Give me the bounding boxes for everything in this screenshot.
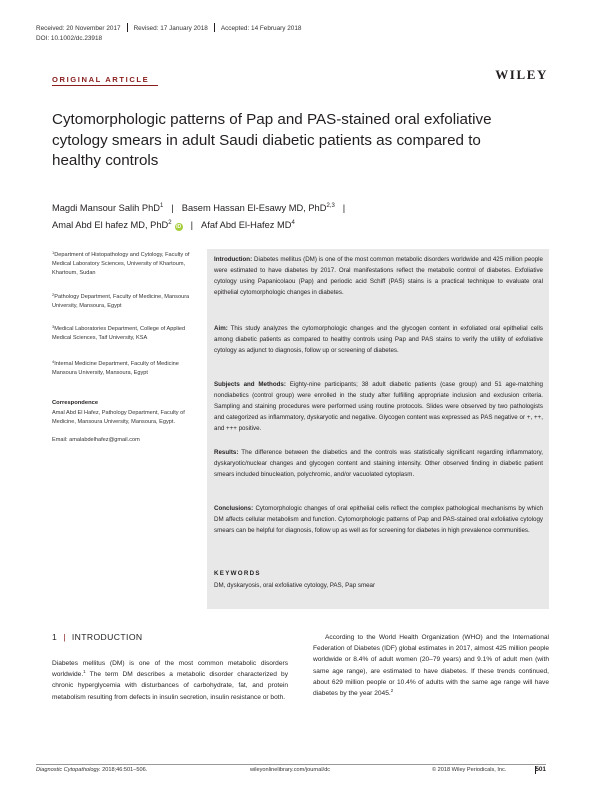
affiliation-text: Department of Histopathology and Cytology, Faculty of Medical Laboratory Sciences, University of Khartoum, Khartoum, Sudan bbox=[52, 252, 190, 276]
affiliation-text: Medical Laboratories Department, College of Applied Medical Sciences, Taif University, KSA bbox=[52, 326, 186, 341]
abstract-introduction bbox=[214, 254, 543, 298]
revised-date: Revised: 17 January 2018 bbox=[133, 25, 208, 32]
section-number: 1 bbox=[52, 632, 58, 642]
citation-ref[interactable]: 1 bbox=[83, 669, 86, 675]
author-affiliation-ref: 1 bbox=[160, 203, 164, 209]
author-separator: | bbox=[190, 220, 194, 230]
page-number: 501 bbox=[535, 766, 546, 773]
received-date: Received: 20 November 2017 bbox=[36, 25, 121, 32]
abstract-text: Diabetes mellitus (DM) is one of the most common metabolic disorders worldwide and 425 million people were estimated to have diabetes by 2017. Oral manifestations reflect the metabolic control of diabetes. Exfoliative cytology using Papanicolaou (Pap) and periodic acid Schiff (PAS) stains is a practical technique to evaluate oral epithelial cytomorphologic changes in diabetes. bbox=[214, 256, 543, 296]
divider bbox=[127, 23, 128, 32]
author-affiliation-ref: 2 bbox=[168, 220, 172, 226]
correspondence-email[interactable]: Email: amalabdelhafez@gmail.com bbox=[52, 437, 140, 443]
abstract-label: Conclusions: bbox=[214, 505, 254, 512]
citation-text: 2018;46:501–506. bbox=[100, 767, 148, 773]
author-name[interactable]: Afaf Abd El-Hafez MD bbox=[201, 220, 292, 230]
abstract-label: Introduction: bbox=[214, 256, 253, 263]
divider bbox=[214, 23, 215, 32]
author-separator: | bbox=[342, 203, 346, 213]
abstract-label: Aim: bbox=[214, 325, 228, 332]
affiliation-number: 4 bbox=[52, 359, 55, 364]
abstract-results bbox=[214, 447, 543, 480]
journal-name: Diagnostic Cytopathology. bbox=[36, 767, 101, 773]
abstract-text: This study analyzes the cytomorphologic changes and the glycogen content in exfoliated oral epithelial cells among diabetic patients as compared to healthy controls using Pap and PAS stains to verify the utility of exfoliative cytology as adjunct to diagnosis, follow up or screening of diabetes. bbox=[214, 325, 543, 354]
section-label: ORIGINAL ARTICLE bbox=[52, 75, 150, 84]
author-name[interactable]: Magdi Mansour Salih PhD bbox=[52, 203, 160, 213]
affiliation-number: 2 bbox=[52, 292, 55, 297]
section-heading bbox=[52, 632, 143, 642]
author-name[interactable]: Amal Abd El hafez MD, PhD bbox=[52, 220, 169, 230]
author-affiliation-ref: 2,3 bbox=[326, 203, 335, 209]
footer-citation bbox=[36, 767, 147, 773]
author-separator: | bbox=[171, 203, 174, 213]
abstract-text: The difference between the diabetics and the controls was statistically significant regarding inflammatory, dyskaryotic/nuclear changes and glycogen content and staining intensity. Other observed finding in diabetic patient smears included binucleation, polychromic, and/or vacuolated cytoplasm. bbox=[214, 449, 544, 478]
article-title: Cytomorphologic patterns of Pap and PAS-stained oral exfoliative cytology smears in adult Saudi diabetic patients as compared to healthy controls bbox=[52, 111, 492, 170]
affiliation-number: 3 bbox=[52, 324, 55, 329]
keywords-list: DM, dyskaryosis, oral exfoliative cytology, PAS, Pap smear bbox=[214, 582, 376, 589]
keywords-heading: KEYWORDS bbox=[214, 570, 261, 577]
abstract-text: Eighty-nine participants; 38 adult diabetic patients (case group) and 51 age-matching nondiabetics (control group) were enrolled in the study after fulfilling appropriate inclusion and exclusion criteria. Sampling and staining procedures were performed using routine protocols. Slides were observed by two pathologists and categorized as inflammatory, dyskaryotic and negative. Glycogen content was expressed as PAS negative or +, ++, and +++ positive. bbox=[214, 381, 543, 432]
footer-rule bbox=[36, 764, 546, 765]
affiliation-text: Pathology Department, Faculty of Medicine, Mansoura University, Mansoura, Egypt bbox=[52, 294, 190, 309]
paragraph-text: The term DM describes a metabolic disorder characterized by chronic hyperglycemia with disturbances of carbohydrate, fat, and protein metabolism resulting from defects in insulin secretion, insulin resistance or both. bbox=[52, 671, 288, 701]
affiliation bbox=[52, 360, 192, 378]
author-affiliation-ref: 4 bbox=[291, 220, 295, 226]
copyright: © 2018 Wiley Periodicals, Inc. bbox=[432, 767, 507, 773]
section-title: INTRODUCTION bbox=[71, 632, 143, 642]
section-rule bbox=[52, 85, 158, 86]
orcid-icon[interactable]: iD bbox=[176, 224, 182, 230]
intro-left-paragraph bbox=[52, 658, 288, 703]
paragraph-text: Diabetes mellitus (DM) is one of the most common metabolic disorders worldwide. bbox=[52, 660, 288, 679]
affiliation bbox=[52, 325, 192, 343]
citation-ref[interactable]: 2 bbox=[390, 688, 394, 694]
author-list bbox=[52, 200, 552, 234]
abstract-text: Cytomorphologic changes of oral epithelial cells reflect the complex pathological mechanisms by which DM affects cellular metabolism and function. Cytomorphologic patterns of Pap and PAS-stained oral exfoliative cytology smears can be helpful for diagnosis, follow up as well as for screening for diabetes in high prevalence communities. bbox=[214, 505, 543, 534]
abstract-aim bbox=[214, 323, 543, 356]
correspondence-text: Amal Abd El Hafez, Pathology Department, Faculty of Medicine, Mansoura University, Mansoura, Egypt. bbox=[52, 410, 185, 425]
intro-right-paragraph bbox=[313, 632, 549, 699]
publisher-logo: WILEY bbox=[495, 67, 548, 82]
paragraph-text: According to the World Health Organization (WHO) and the International Federation of Diabetes (IDF) global estimates in 2017, almost 425 million people worldwide or 8.4% of adult women (20–79 years) and 9.1% of adult men (with same age range), are estimated to have diabetes. If these trends continued, about 629 million people or 10.4% of adults with the same age range will have diabetes by the year 2045. bbox=[313, 634, 549, 698]
abstract-methods bbox=[214, 379, 543, 434]
author-name[interactable]: Basem Hassan El-Esawy MD, PhD bbox=[181, 203, 327, 213]
affiliation-text: Internal Medicine Department, Faculty of Medicine Mansoura University, Mansoura, Egypt bbox=[52, 361, 179, 376]
affiliation bbox=[52, 251, 192, 278]
journal-url[interactable]: wileyonlinelibrary.com/journal/dc bbox=[250, 767, 331, 773]
correspondence-heading: Correspondence bbox=[52, 400, 99, 406]
abstract-label: Subjects and Methods: bbox=[214, 381, 286, 388]
doi[interactable]: DOI: 10.1002/dc.23918 bbox=[36, 35, 103, 42]
article-dates bbox=[36, 23, 301, 32]
affiliation-number: 1 bbox=[52, 250, 55, 255]
abstract-conclusions bbox=[214, 503, 543, 536]
section-divider: | bbox=[63, 632, 66, 642]
abstract-label: Results: bbox=[214, 449, 239, 456]
affiliation bbox=[52, 293, 192, 311]
accepted-date: Accepted: 14 February 2018 bbox=[220, 25, 302, 32]
